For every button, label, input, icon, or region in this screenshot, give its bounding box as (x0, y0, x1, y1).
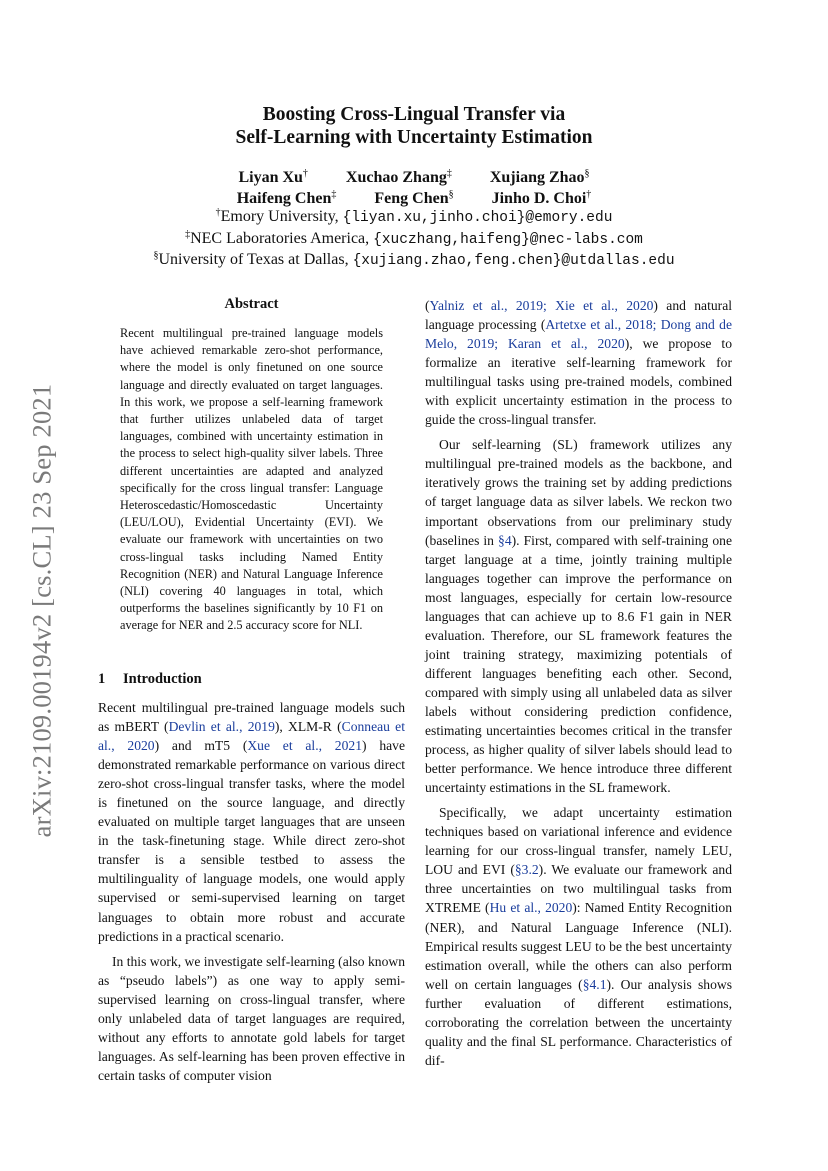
author-name: Feng Chen (374, 190, 449, 207)
citation-link[interactable]: Yalniz et al., 2019; Xie et al., 2020 (429, 298, 654, 313)
abstract-heading: Abstract (224, 296, 279, 312)
affiliation-email: {liyan.xu,jinho.choi}@emory.edu (342, 210, 613, 226)
author-name: Jinho D. Choi (491, 190, 587, 207)
affiliation-name: University of Texas at Dallas, (158, 251, 353, 268)
paper-title (0, 103, 828, 149)
paragraph: In this work, we investigate self-learning (also known as “pseudo labels”) as one way to apply semi-supervised learning on cross-lingual transfer, where only unlabeled data of target languages are required, without any efforts to annotate gold labels for target languages. As self-learning has been proven effective in certain tasks of computer vision (98, 953, 405, 1083)
affiliation (0, 250, 828, 272)
citation-link[interactable]: Artetxe et al., 2018; Dong and de Melo, 2019; Karan et al., 2020 (425, 317, 732, 352)
section-ref-link[interactable]: §3.2 (514, 862, 539, 878)
section-ref-link[interactable]: §4 (498, 532, 512, 548)
right-column-body (425, 296, 732, 1070)
abstract-text: Recent multilingual pre-trained language models have achieved remarkable zero-shot performance, where the model is only finetuned on one source language and directly evaluated on target languages. In this work, we propose a self-learning framework that further utilizes unlabeled data of target languages, combined with uncertainty estimation in the process to select high-quality silver labels. Three different uncertainties are adapted and analyzed specifically for the cross lingual transfer: Language Heteroscedastic/Homoscedastic Uncertainty (LEU/LOU), Evidential Uncertainty (EVI). We evaluate our framework with uncertainties on two cross-lingual tasks including Named Entity Recognition (NER) and Natural Language Inference (NLI) covering 40 languages in total, which outperforms the baselines significantly by 10 F1 on average for NER and 2.5 accuracy score for NLI. (120, 326, 383, 633)
affiliation-mark: ‡ (185, 228, 191, 240)
author-name: Liyan Xu (238, 169, 303, 186)
affiliation-mark: † (586, 189, 592, 200)
affiliation-email: {xuczhang,haifeng}@nec-labs.com (373, 231, 643, 248)
citation-link[interactable]: Conneau et al., 2020 (98, 719, 405, 754)
section-number: 1 (98, 671, 106, 687)
section-title: Introduction (123, 671, 202, 687)
affiliation-mark: † (302, 168, 308, 179)
affiliation-mark: ‡ (446, 168, 452, 179)
section-ref-link[interactable]: §4.1 (582, 976, 607, 992)
affiliation-mark: § (153, 250, 159, 261)
arxiv-stamp (20, 368, 64, 853)
author-name: Xuchao Zhang (345, 169, 447, 186)
affiliation-list (0, 207, 828, 272)
citation-link[interactable]: Xue et al., 2021 (247, 738, 362, 754)
section-heading (98, 671, 405, 688)
affiliation-mark: § (448, 189, 454, 200)
affiliation-mark: † (215, 207, 221, 218)
paragraph: Our self-learning (SL) framework utilizes any multilingual pre-trained models as the backbone, and iteratively grows the training set by adding predictions of target language data as silver labels. We reckon two important observations from our preliminary study (baselines in §4). First, compared with self-training one target language at a time, jointly training multiple languages together can improve the performance on most languages, especially for certain low-resource languages that can achieve up to 8.6 F1 gain in NER evaluation. Therefore, our SL framework features the joint training strategy, maximizing potentials of different languages benefiting each other. Second, compared with simply using all unlabeled data as silver labels without considering prediction confidence, estimating uncertainties becomes critical in the transfer process, as higher quality of silver labels should lead to better performance. We hence introduce three different uncertainty estimations in the SL framework. (425, 437, 732, 796)
paragraph: (Yalniz et al., 2019; Xie et al., 2020) and natural language processing (Artetxe et al., 2018; Dong and de Melo, 2019; Karan et al., 2020), we propose to formalize an iterative self-learning framework for multilingual tasks using pre-trained models, combined with explicit uncertainty estimation in the process to guide the cross-lingual transfer. (425, 298, 732, 428)
affiliation-email: {xujiang.zhao,feng.chen}@utdallas.edu (352, 253, 675, 269)
paragraph: Specifically, we adapt uncertainty estimation techniques based on variational inference and evidence learning for our cross-lingual transfer, namely LEU, LOU and EVI (§3.2). We evaluate our framework and three uncertainties on two multilingual tasks from XTREME (Hu et al., 2020): Named Entity Recognition (NER), and Natural Language Inference (NLI). Empirical results suggest LEU to be the best uncertainty estimation overall, while the others can also perform well on certain languages (§4.1). Our analysis shows further evaluation of different estimations, corroborating the correlation between the uncertainty quality and the final SL performance. Characteristics of dif- (425, 805, 733, 1068)
author-list (0, 167, 828, 209)
paragraph: Recent multilingual pre-trained language models such as mBERT (Devlin et al., 2019), XLM-R (Conneau et al., 2020) and mT5 (Xue et al., 2021) have demonstrated remarkable performance on various direct zero-shot cross-lingual transfer tasks, where the model is finetuned on the source language, and directly evaluated on multiple target languages that are unseen in the task-finetuning stage. While direct zero-shot transfer is a sensible testbed to assess the multilinguality of language models, one would apply supervised or semi-supervised learning on target languages to obtain more robust and accurate predictions in a practical scenario. (98, 700, 405, 944)
affiliation-mark: § (584, 168, 590, 179)
affiliation-name: NEC Laboratories America, (190, 229, 374, 247)
citation-link[interactable]: Devlin et al., 2019 (168, 719, 275, 735)
title-line-1: Boosting Cross-Lingual Transfer via (262, 104, 566, 125)
left-column-body (98, 698, 405, 1085)
affiliation (0, 207, 828, 229)
title-line-2: Self-Learning with Uncertainty Estimation (235, 127, 593, 148)
affiliation (0, 229, 828, 251)
affiliation-mark: ‡ (331, 189, 337, 200)
citation-link[interactable]: Hu et al., 2020 (489, 900, 573, 916)
arxiv-id: arXiv:2109.00194v2 [cs.CL] 23 Sep 2021 (26, 383, 57, 838)
affiliation-name: Emory University, (220, 208, 343, 225)
author-name: Xujiang Zhao (489, 169, 585, 186)
author-name: Haifeng Chen (236, 190, 332, 207)
